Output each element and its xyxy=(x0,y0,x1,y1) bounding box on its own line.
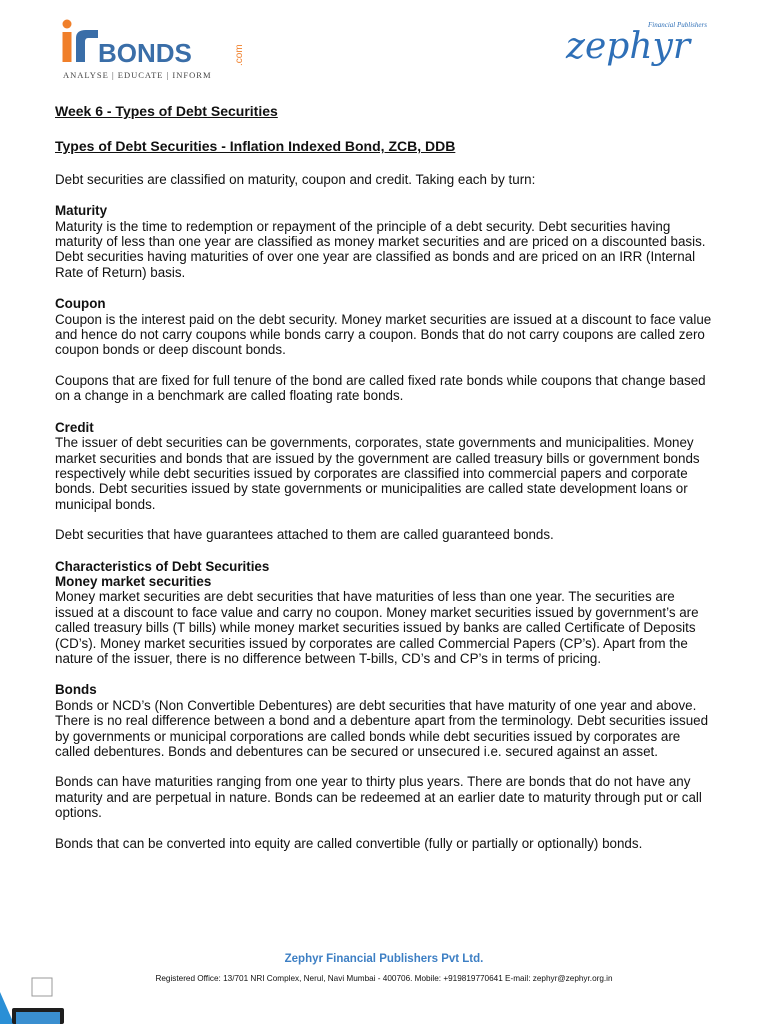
section-title: Types of Debt Securities - Inflation Indexed Bond, ZCB, DDB xyxy=(55,138,456,155)
characteristics-heading: Characteristics of Debt Securities xyxy=(55,558,270,574)
money-market-subheading: Money market securities xyxy=(55,573,212,589)
page-header xyxy=(0,0,768,95)
logo-com-text: .com xyxy=(234,44,245,66)
money-market-paragraph: Money market securities are debt securities that have maturities of less than one year. The securities are issued at a discount to face value and carry no coupon. Money market securities issued by government’s are called treasury bills (T bills) while money market securities issued by banks are called Certificate of Deposits (CD’s). Money market securities issued by corporates are called Commercial Papers (CP’s). Apart from the nature of the issuer, there is no difference between T-bills, CD’s and CP’s in terms of pricing. xyxy=(55,589,699,666)
logo-r-icon xyxy=(76,30,98,62)
credit-heading: Credit xyxy=(55,419,94,435)
credit-section xyxy=(55,420,715,543)
zephyr-wordmark: zephyr xyxy=(566,26,691,67)
logo-tagline: ANALYSE | EDUCATE | INFORM xyxy=(63,70,212,80)
corner-device-icon xyxy=(0,974,70,1024)
coupon-paragraph-2: Coupons that are fixed for full tenure of the bond are called fixed rate bonds while coupons that change based on a change in a benchmark are called floating rate bonds. xyxy=(55,372,706,404)
coupon-section xyxy=(55,296,715,403)
logo-i-stem xyxy=(63,32,72,62)
maturity-section xyxy=(55,203,715,280)
maturity-paragraph: Maturity is the time to redemption or repayment of the principle of a debt security. Debt securities having maturity of less than one year are classified as money market securities and are priced on a discounted basis. Debt securities having maturities of over one year are classified as bonds and are priced on an IRR (Internal Rate of Return) basis. xyxy=(55,218,706,280)
irbonds-logo xyxy=(60,18,255,84)
coupon-paragraph-1: Coupon is the interest paid on the debt security. Money market securities are issued at a discount to face value and hence do not carry coupons while bonds carry a coupon. Bonds that do not carry coupons are called zero coupon bonds or deep discount bonds. xyxy=(55,311,712,358)
footer-address: Registered Office: 13/701 NRI Complex, Nerul, Navi Mumbai - 400706. Mobile: +919819770641 E-mail: zephyr@zephyr.org.in xyxy=(155,974,613,983)
logo-bonds-text: BONDS xyxy=(98,38,192,68)
week-title: Week 6 - Types of Debt Securities xyxy=(55,103,278,119)
zephyr-subtitle: Financial Publishers xyxy=(648,21,707,29)
bonds-paragraph-1: Bonds or NCD’s (Non Convertible Debentures) are debt securities that have maturity of one year and above. There is no real difference between a bond and a debenture apart from the terminology. Debt securities issued by governments or municipal corporations are called bonds while debt securities issued by corporates are called debentures. Bonds and debentures can be secured or unsecured i.e. secured against an asset. xyxy=(55,697,709,759)
bonds-section xyxy=(55,682,715,851)
document-body xyxy=(55,100,715,851)
intro-paragraph: Debt securities are classified on maturity, coupon and credit. Taking each by turn: xyxy=(55,171,536,187)
bonds-paragraph-2: Bonds can have maturities ranging from one year to thirty plus years. There are bonds that do not have any maturity and are perpetual in nature. Bonds can be redeemed at an earlier date to maturity through put or call options. xyxy=(55,774,702,821)
bonds-paragraph-3: Bonds that can be converted into equity are called convertible (fully or partially or optionally) bonds. xyxy=(55,835,643,851)
zephyr-logo xyxy=(560,18,720,78)
maturity-heading: Maturity xyxy=(55,203,108,219)
coupon-heading: Coupon xyxy=(55,296,106,312)
credit-paragraph-1: The issuer of debt securities can be governments, corporates, state governments and municipalities. Money market securities and bonds that are issued by the government are called treasury bills or government bonds respectively while debt securities issued by corporates are classified into commercial papers and corporate bonds. Debt securities issued by state governments or municipalities are called state development loans or municipal bonds. xyxy=(55,435,700,512)
characteristics-section xyxy=(55,559,715,667)
logo-dot-icon xyxy=(63,20,72,29)
bonds-heading: Bonds xyxy=(55,682,97,698)
footer-company-name: Zephyr Financial Publishers Pvt Ltd. xyxy=(284,953,484,965)
credit-paragraph-2: Debt securities that have guarantees attached to them are called guaranteed bonds. xyxy=(55,527,554,543)
